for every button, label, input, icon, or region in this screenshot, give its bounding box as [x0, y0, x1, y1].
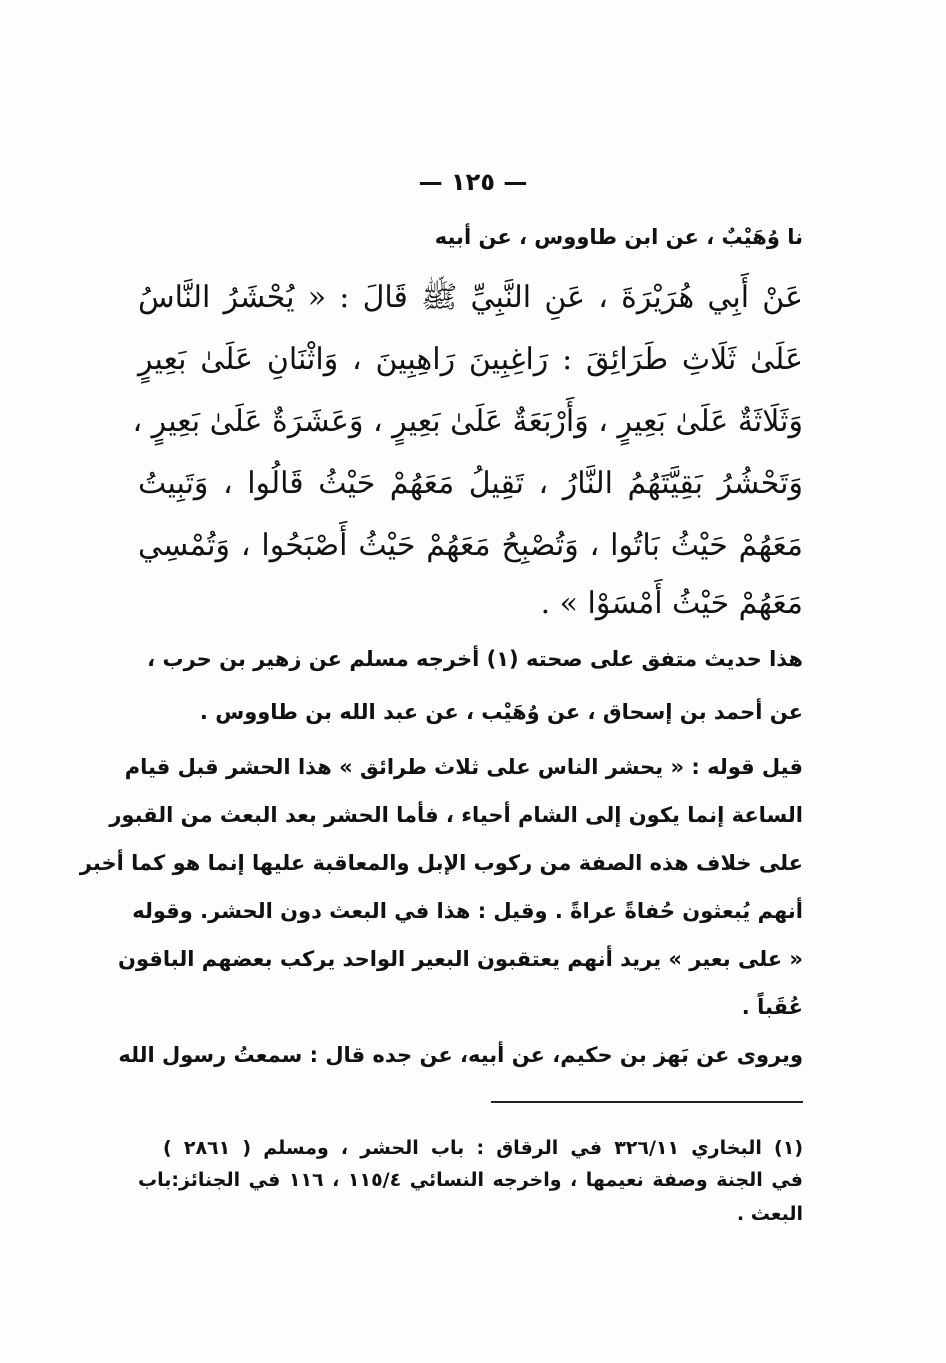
hadith-line: وَثَلَاثَةٌ عَلَىٰ بَعِيرٍ ، وَأَرْبَعَةٌ عَلَىٰ بَعِيرٍ ، وَعَشَرَةٌ عَلَىٰ بَعِيرٍ ، — [132, 404, 803, 439]
hadith-line: مَعَهُمْ حَيْثُ أَمْسَوْا » . — [540, 586, 803, 621]
hadith-line: عَنْ أَبِي هُرَيْرَةَ ، عَنِ النَّبِيِّ ﷺ قَالَ : « يُحْشَرُ النَّاسُ — [138, 280, 803, 315]
paragraph-line: « على بعير » يريد أنهم يعتقبون البعير الواحد يركب بعضهم الباقون — [118, 947, 803, 971]
page-number: — ١٢٥ — — [418, 168, 528, 196]
hadith-line: مَعَهُمْ حَيْثُ بَاتُوا ، وَتُصْبِحُ مَعَهُمْ حَيْثُ أَصْبَحُوا ، وَتُمْسِي — [138, 528, 803, 563]
paragraph-line: عُقَباً . — [741, 995, 803, 1019]
paragraph-line: عن أحمد بن إسحاق ، عن وُهَيْب ، عن عبد الله بن طاووس . — [199, 700, 803, 724]
paragraph-line: هذا حديث متفق على صحته (١) أخرجه مسلم عن زهير بن حرب ، — [147, 647, 803, 671]
footnote-divider — [491, 1101, 803, 1103]
isnad-line: نا وُهَيْبٌ ، عن ابن طاووس ، عن أبيه — [434, 225, 803, 249]
footnote-line: البعث . — [736, 1203, 803, 1225]
paragraph-line: أنهم يُبعثون حُفاةً عراةً . وقيل : هذا في البعث دون الحشر. وقوله — [132, 899, 803, 923]
paragraph-line: على خلاف هذه الصفة من ركوب الإبل والمعاقبة عليها إنما هو كما أخبر — [79, 851, 803, 875]
hadith-line: وَتَحْشُرُ بَقِيَّتَهُمُ النَّارُ ، تَقِيلُ مَعَهُمْ حَيْثُ قَالُوا ، وَتَبِيتُ — [138, 466, 803, 501]
footnote-line: (١) البخاري ٣٢٦/١١ في الرقاق : باب الحشر ، ومسلم ( ٢٨٦١ ) — [163, 1137, 803, 1159]
paragraph-line: الساعة إنما يكون إلى الشام أحياء ، فأما الحشر بعد البعث من القبور — [109, 803, 803, 827]
paragraph-line: قيل قوله : « يحشر الناس على ثلاث طرائق » هذا الحشر قبل قيام — [124, 755, 803, 779]
footnote-line: في الجنة وصفة نعيمها ، واخرجه النسائي ١١٥/٤ ، ١١٦ في الجنائز:باب — [138, 1169, 803, 1191]
paragraph-line: ويروى عن بَهز بن حكيم، عن أبيه، عن جده قال : سمعتُ رسول الله — [118, 1043, 803, 1067]
hadith-line: عَلَىٰ ثَلَاثِ طَرَائِقَ : رَاغِبِينَ رَاهِبِينَ ، وَاثْنَانِ عَلَىٰ بَعِيرٍ — [138, 342, 803, 377]
